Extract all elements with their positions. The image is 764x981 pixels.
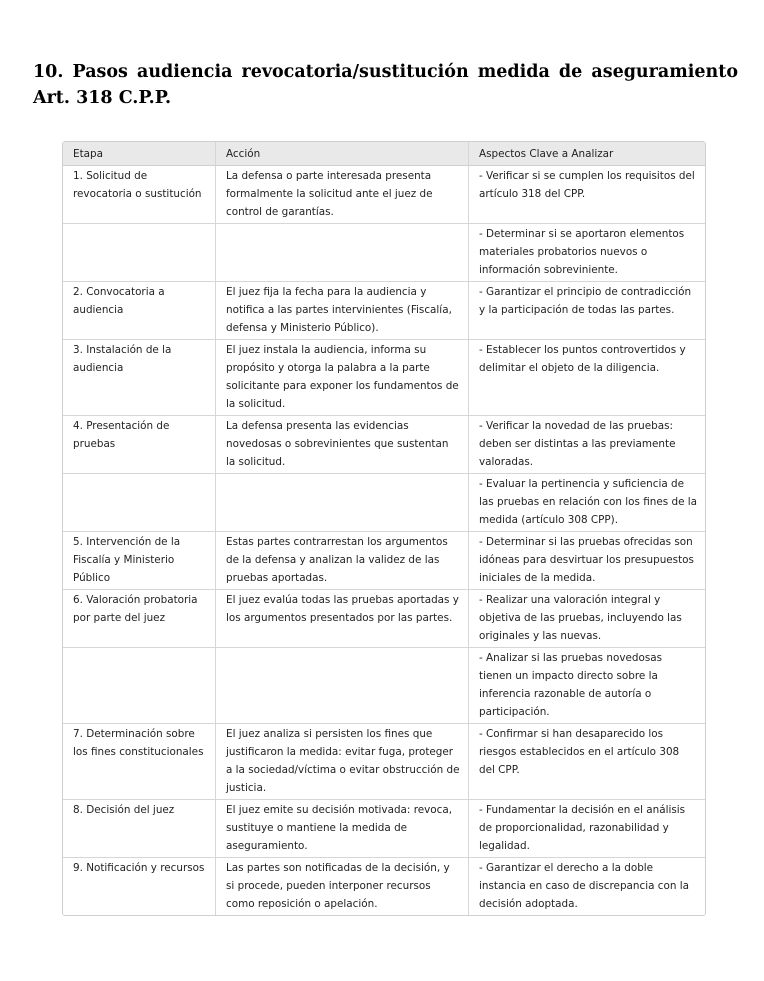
- cell-etapa: 8. Decisión del juez: [63, 800, 216, 858]
- cell-accion: [216, 224, 469, 282]
- cell-accion: El juez analiza si persisten los fines que justificaron la medida: evitar fuga, proteger a la sociedad/víctima o evitar obstrucción de justicia.: [216, 724, 469, 800]
- cell-accion: El juez instala la audiencia, informa su propósito y otorga la palabra a la parte solicitante para exponer los fundamentos de la solicitud.: [216, 340, 469, 416]
- cell-accion: Estas partes contrarrestan los argumentos de la defensa y analizan la validez de las pruebas aportadas.: [216, 532, 469, 590]
- cell-accion: [216, 648, 469, 724]
- cell-aspectos: - Realizar una valoración integral y objetiva de las pruebas, incluyendo las originales y las nuevas.: [469, 590, 705, 648]
- cell-aspectos: - Fundamentar la decisión en el análisis de proporcionalidad, razonabilidad y legalidad.: [469, 800, 705, 858]
- cell-aspectos: - Analizar si las pruebas novedosas tienen un impacto directo sobre la inferencia razonable de autoría o participación.: [469, 648, 705, 724]
- cell-accion: El juez evalúa todas las pruebas aportadas y los argumentos presentados por las partes.: [216, 590, 469, 648]
- table-row: [63, 282, 705, 340]
- cell-etapa: [63, 648, 216, 724]
- cell-etapa: 6. Valoración probatoria por parte del juez: [63, 590, 216, 648]
- table-row: [63, 340, 705, 416]
- cell-etapa: 3. Instalación de la audiencia: [63, 340, 216, 416]
- table-row: [63, 224, 705, 282]
- table-row: [63, 166, 705, 224]
- cell-etapa: 9. Notificación y recursos: [63, 858, 216, 915]
- table-row: [63, 858, 705, 915]
- cell-etapa: 4. Presentación de pruebas: [63, 416, 216, 474]
- cell-aspectos: - Garantizar el derecho a la doble instancia en caso de discrepancia con la decisión adoptada.: [479, 862, 689, 910]
- table-row: [63, 416, 705, 474]
- cell-accion: Las partes son notificadas de la decisión, y si procede, pueden interponer recursos como reposición o apelación.: [216, 858, 469, 915]
- table-row: [63, 724, 705, 800]
- header-aspectos: Aspectos Clave a Analizar: [469, 142, 705, 166]
- table-row: [63, 590, 705, 648]
- cell-etapa: 1. Solicitud de revocatoria o sustitución: [63, 166, 216, 224]
- cell-accion: La defensa presenta las evidencias novedosas o sobrevinientes que sustentan la solicitud.: [216, 416, 469, 474]
- cell-etapa: 2. Convocatoria a audiencia: [63, 282, 216, 340]
- table-row: [63, 532, 705, 590]
- cell-aspectos: - Garantizar el principio de contradicción y la participación de todas las partes.: [469, 282, 705, 340]
- table-header-row: [63, 142, 705, 166]
- cell-accion: El juez emite su decisión motivada: revoca, sustituye o mantiene la medida de aseguramiento.: [216, 800, 469, 858]
- table-row: [63, 648, 705, 724]
- cell-etapa: [63, 224, 216, 282]
- cell-aspectos: - Evaluar la pertinencia y suficiencia de las pruebas en relación con los fines de la medida (artículo 308 CPP).: [469, 474, 705, 532]
- steps-table: [62, 141, 706, 916]
- document-title: 10. Pasos audiencia revocatoria/sustitución medida de aseguramiento Art. 318 C.P.P.: [33, 62, 738, 108]
- header-accion: Acción: [216, 142, 469, 166]
- cell-accion: El juez fija la fecha para la audiencia y notifica a las partes intervinientes (Fiscalía, defensa y Ministerio Público).: [216, 282, 469, 340]
- cell-etapa: 5. Intervención de la Fiscalía y Ministerio Público: [63, 532, 216, 590]
- cell-aspectos: - Confirmar si han desaparecido los riesgos establecidos en el artículo 308 del CPP.: [469, 724, 705, 800]
- table-row: [63, 800, 705, 858]
- cell-accion: La defensa o parte interesada presenta formalmente la solicitud ante el juez de control de garantías.: [216, 166, 469, 224]
- table-row: [63, 474, 705, 532]
- cell-aspectos: - Determinar si se aportaron elementos materiales probatorios nuevos o información sobreviniente.: [469, 224, 705, 282]
- cell-aspectos: - Verificar si se cumplen los requisitos del artículo 318 del CPP.: [469, 166, 705, 224]
- cell-etapa: 7. Determinación sobre los fines constitucionales: [63, 724, 216, 800]
- header-etapa: Etapa: [63, 142, 216, 166]
- cell-aspectos: - Verificar la novedad de las pruebas: deben ser distintas a las previamente valoradas.: [469, 416, 705, 474]
- cell-etapa: [63, 474, 216, 532]
- cell-aspectos: - Determinar si las pruebas ofrecidas son idóneas para desvirtuar los presupuestos iniciales de la medida.: [469, 532, 705, 590]
- cell-aspectos: - Establecer los puntos controvertidos y delimitar el objeto de la diligencia.: [469, 340, 705, 416]
- cell-accion: [216, 474, 469, 532]
